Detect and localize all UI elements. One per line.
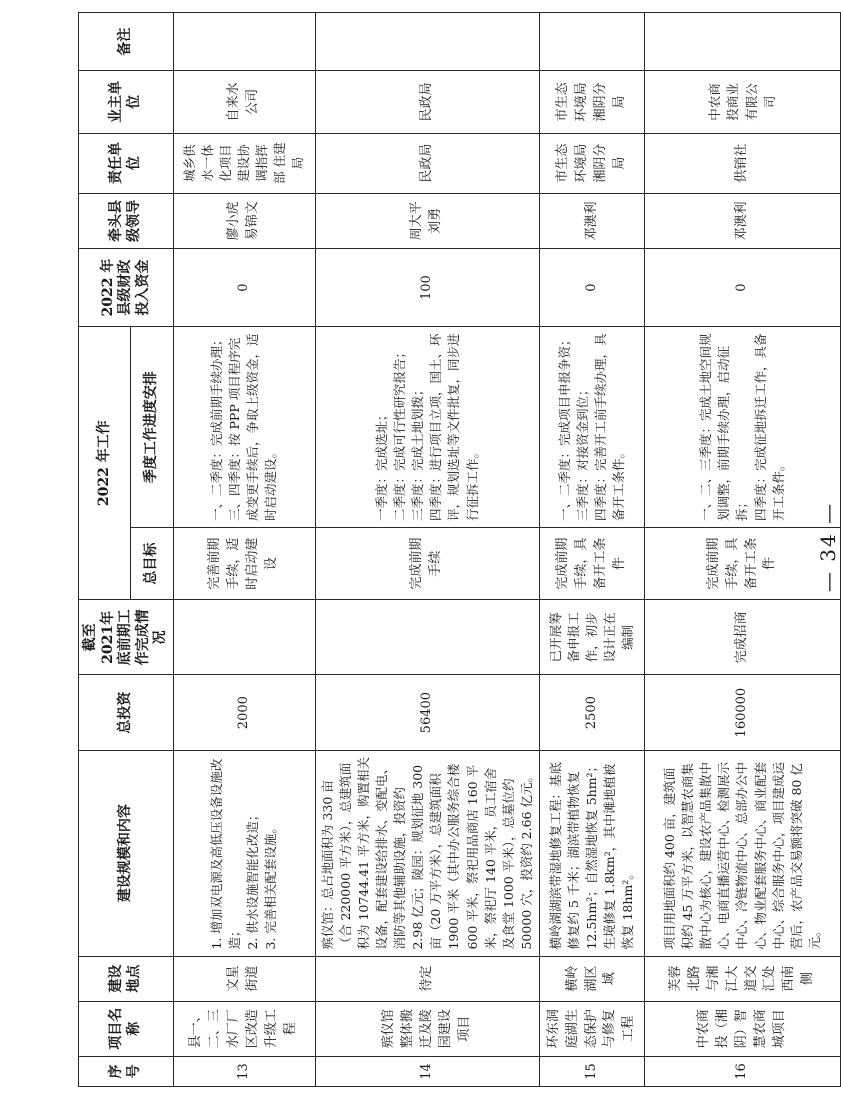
quarterly-cell (540, 327, 645, 528)
project-name-cell: 中农商投（湘阴）智慧农商城项目 (645, 1001, 841, 1056)
header-remark: 备注 (79, 13, 174, 71)
scale-line: 2. 供水设施智能化改造； (245, 808, 260, 950)
quarterly-line: 三季度：对接资金到位； (574, 383, 590, 521)
table-row (315, 13, 540, 1087)
location-cell: 文星街道 (173, 956, 315, 1001)
total-investment-cell: 2000 (173, 675, 315, 750)
scale-line: 殡仪馆：总占地面积为 330 亩（合 220000 平方米），总建筑面积为 10744.41 平方米，购置相关设备，配套建设给排水、变配电、消防等其他辅助设施，投资约 2.98 亿元；陵园：规划征地 300 亩（20 万平方米），总建筑面积 1900 平米（其中办公服务综合楼 600 平米，祭祀用品商店 160 平米，祭祀厅 140 平米，员工宿舍及食堂 1000 平米），总墓位约 50000 穴，投资约 2.66 亿元。 (319, 756, 534, 950)
total-investment-cell: 2500 (540, 675, 645, 750)
scale-line: 1. 增加双电源及高低压设备设施改造； (208, 758, 242, 950)
remark-cell (315, 13, 540, 71)
county-fund-cell: 0 (173, 248, 315, 326)
scale-line: 项目用地面积约 400 亩，建筑面积约 45 万平方米，以智慧农商集散中心为核心，建设农产品集散中心、电商直播运营中心、检测展示中心、冷链物流中心、总部办公中心、物业配套服务中心、商业配套中心、综合服务中心，项目建成运营后，农产品交易额将突破 80 亿元。 (661, 762, 822, 950)
project-name-cell: 县一、二、三水厂厂区改造升级工程 (173, 1001, 315, 1056)
seq-cell: 14 (315, 1056, 540, 1086)
location-cell: 待定 (315, 956, 540, 1001)
header-row (79, 13, 131, 1087)
rotated-table-page (78, 12, 840, 1087)
seq-cell: 16 (645, 1056, 841, 1086)
leader-cell: 邓澳利 (645, 193, 841, 248)
header-total: 总投资 (79, 675, 174, 750)
quarterly-line: 四季度：进行项目立项，国土、环评，规划选址等文件批复，同步进行征拆工作。 (428, 333, 480, 521)
owner-cell: 市生态环境局湘阴分局 (540, 71, 645, 133)
owner-cell: 自来水公司 (173, 71, 315, 133)
header-county-fund: 2022 年县级财政投入资金 (79, 248, 174, 326)
quarterly-line: 一季度：完成选址； (373, 408, 389, 521)
resp-unit-cell: 民政局 (315, 133, 540, 193)
total-investment-cell: 160000 (645, 675, 841, 750)
goal-cell: 完成前期手续 (315, 527, 540, 599)
quarterly-line: 四季度：完成征地拆迁工作，具备开工条件。 (752, 333, 786, 521)
quarterly-cell (173, 327, 315, 528)
scale-cell (645, 750, 841, 956)
quarterly-line: 三季度：完成土地划拨； (410, 383, 426, 521)
progress-2021-cell (315, 600, 540, 675)
table-row (540, 13, 645, 1087)
header-owner: 业主单位 (79, 71, 174, 133)
progress-2021-cell: 已开展筹备申报工作，初步设计正在编制 (540, 600, 645, 675)
goal-cell: 完成前期手续，具备开工条件 (645, 527, 841, 599)
quarterly-line: 四季度：完善开工前手续办理，具备开工条件。 (593, 333, 627, 521)
quarterly-cell (315, 327, 540, 528)
scale-line: 横岭湖湖滨带湿地修复工程：基底修复约 5 千米；湖滨带植物恢复 12.5hm²；自然湿地恢复 5hm²；生境修复 1.8km²，其中滩地植被恢复 18hm²。 (547, 759, 636, 950)
owner-cell: 中农商投商业有限公司 (645, 71, 841, 133)
resp-unit-cell: 城乡供水一体化项目建设协调指挥部 住建局 (173, 133, 315, 193)
resp-unit-cell: 市生态环境局湘阴分局 (540, 133, 645, 193)
county-fund-cell: 100 (315, 248, 540, 326)
goal-cell: 完善前期手续，适时启动建设 (173, 527, 315, 599)
resp-unit-cell: 供销社 (645, 133, 841, 193)
leader-cell: 邓澳利 (540, 193, 645, 248)
total-investment-cell: 56400 (315, 675, 540, 750)
location-cell: 芙蓉北路与湘江大道交汇处西南侧 (645, 956, 841, 1001)
leader-cell: 周大平 刘勇 (315, 193, 540, 248)
header-scale: 建设规模和内容 (79, 750, 174, 956)
remark-cell (645, 13, 841, 71)
scale-cell (540, 750, 645, 956)
quarterly-line: 二季度：完成可行性研究报告； (392, 345, 407, 521)
county-fund-cell: 0 (645, 248, 841, 326)
goal-cell: 完成前期手续，具备开工条件 (540, 527, 645, 599)
project-name-cell: 殡仪馆整体搬迁及陵园建设项目 (315, 1001, 540, 1056)
header-progress-2021: 截至2021年底前期工作完成情况 (79, 600, 174, 675)
remark-cell (540, 13, 645, 71)
scale-cell (315, 750, 540, 956)
header-goal: 总目标 (131, 527, 173, 599)
progress-2021-cell: 完成招商 (645, 600, 841, 675)
page-number: — 34 — (816, 501, 840, 593)
scale-line: 3. 完善相关配套设施。 (263, 821, 279, 950)
county-fund-cell: 0 (540, 248, 645, 326)
leader-cell: 廖小虎 易锦文 (173, 193, 315, 248)
project-table (78, 12, 841, 1087)
header-resp-unit: 责任单位 (79, 133, 174, 193)
scale-cell (173, 750, 315, 956)
project-name-cell: 环东洞庭湖生态保护与修复工程 (540, 1001, 645, 1056)
header-name: 项目名称 (79, 1001, 174, 1056)
remark-cell (173, 13, 315, 71)
quarterly-line: 一、二季度：完成项目申报争资； (556, 333, 572, 521)
progress-2021-cell (173, 600, 315, 675)
location-cell: 横岭湖区域 (540, 956, 645, 1001)
owner-cell: 民政局 (315, 71, 540, 133)
table-row (173, 13, 315, 1087)
header-leader: 牵头县级领导 (79, 193, 174, 248)
quarterly-line: 三、四季度：按 PPP 项目程序完成变更手续后，争取上级资金，适时启动建设。 (226, 333, 279, 521)
header-work-2022: 2022 年工作 (79, 327, 131, 600)
quarterly-line: 一、二、三季度：完成土地空间规划调整，前期手续办理，启动征拆； (698, 333, 750, 521)
header-location: 建设地点 (79, 956, 174, 1001)
table-row (645, 13, 841, 1087)
header-seq: 序号 (79, 1056, 174, 1086)
quarterly-line: 一、二季度：完成前期手续办理； (208, 333, 224, 521)
seq-cell: 15 (540, 1056, 645, 1086)
seq-cell: 13 (173, 1056, 315, 1086)
header-quarterly: 季度工作进度安排 (131, 327, 173, 528)
quarterly-cell (645, 327, 841, 528)
